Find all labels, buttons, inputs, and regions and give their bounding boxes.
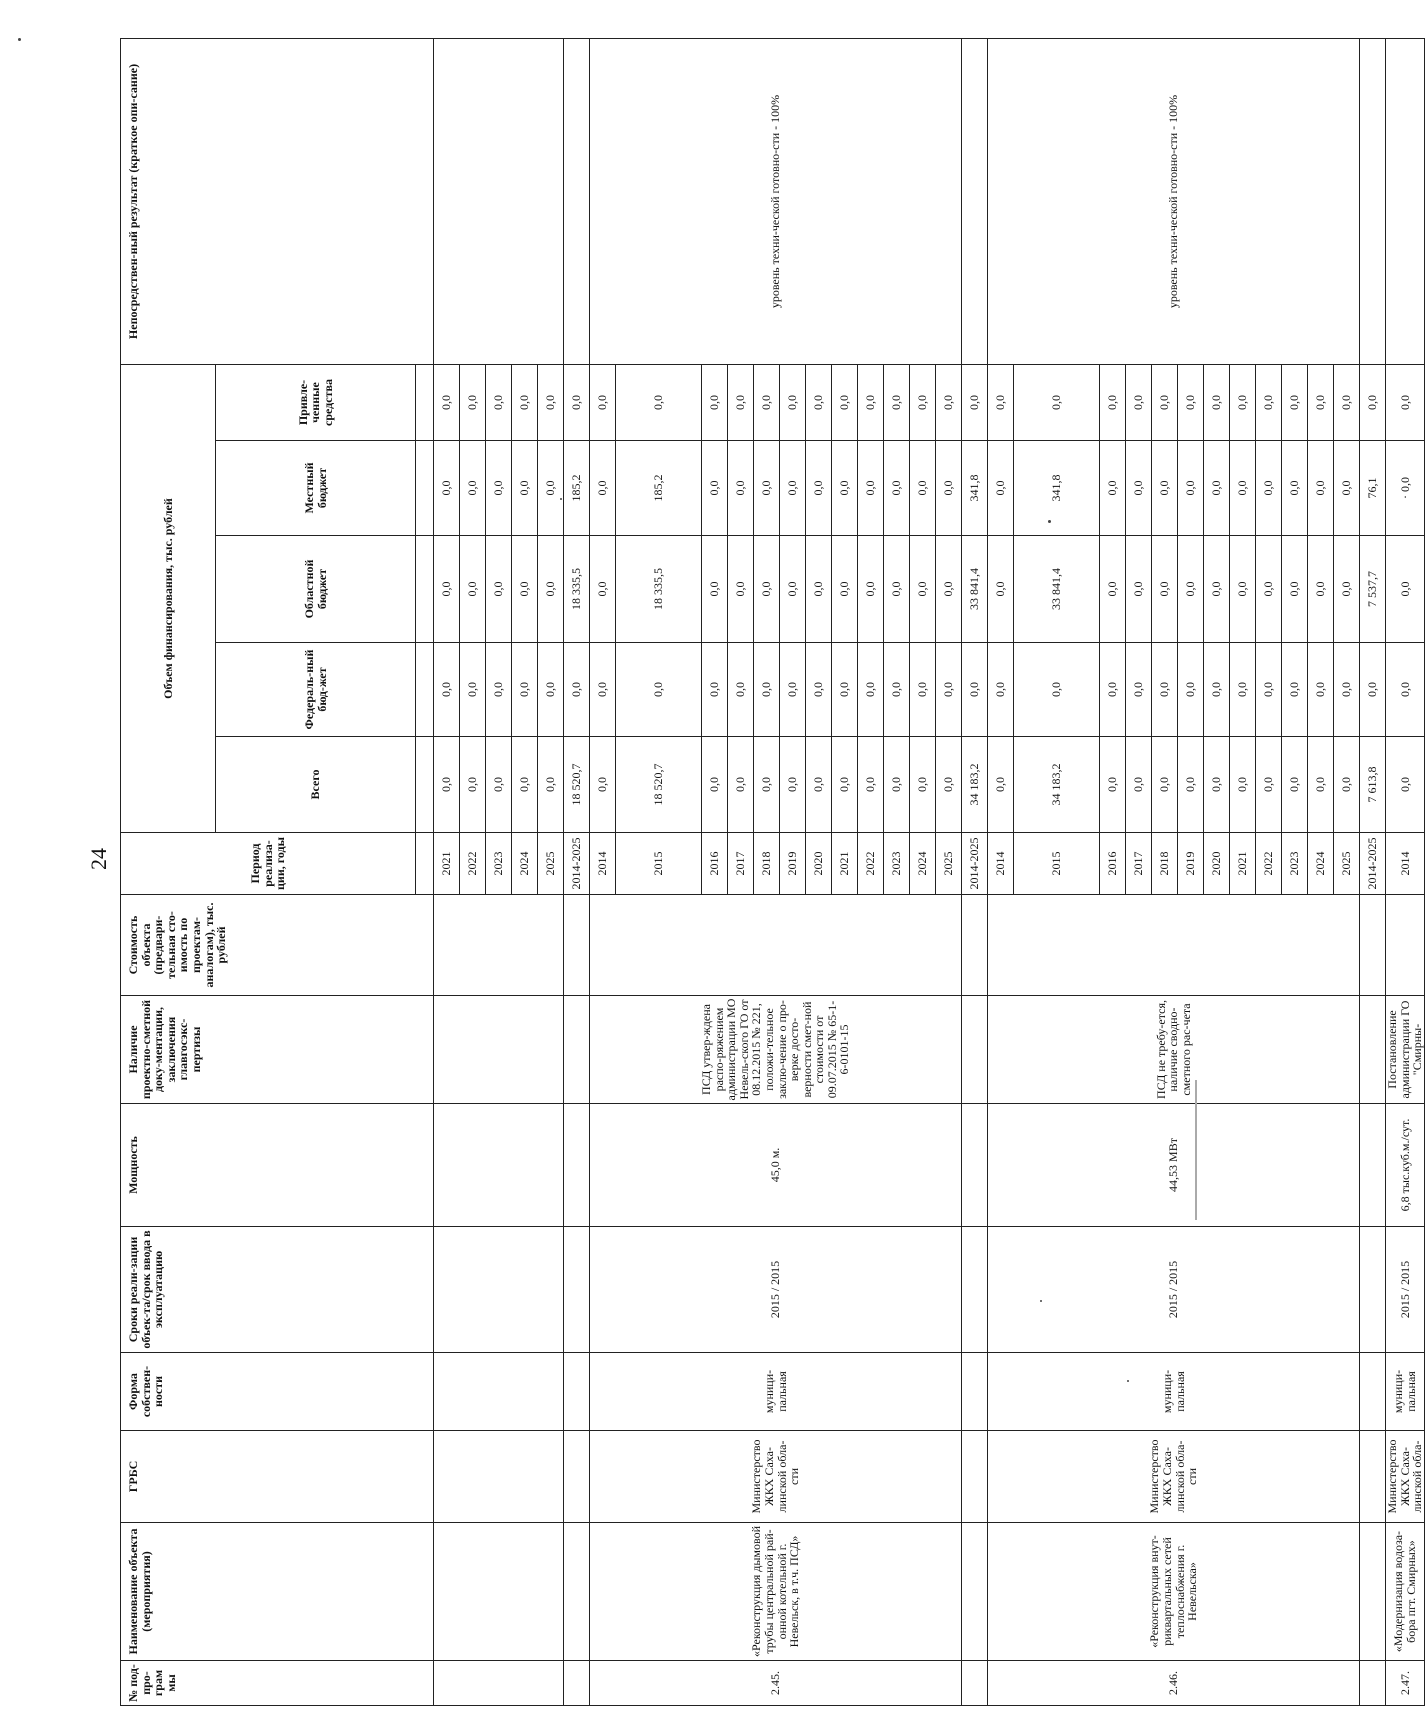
cell-total: 0,0 — [806, 737, 832, 833]
cell-year: 2014 — [590, 833, 616, 895]
cell-year: 2019 — [780, 833, 806, 895]
cell-attracted: 0,0 — [1152, 365, 1178, 441]
cell-attracted: 0,0 — [434, 365, 460, 441]
continued-cell-result — [434, 39, 564, 365]
cell-federal: 0,0 — [1386, 643, 1425, 737]
cell-regional: 0,0 — [1334, 536, 1360, 643]
cell-total: 0,0 — [1126, 737, 1152, 833]
cell-local: 341,8 — [962, 441, 988, 536]
continued-cell-num — [434, 1661, 564, 1706]
result-cell — [1386, 39, 1425, 365]
header-regional: Областной бюджет — [216, 536, 416, 643]
cell-regional: 0,0 — [1100, 536, 1126, 643]
scan-speck — [1127, 1380, 1129, 1382]
cell-attracted: 0,0 — [538, 365, 564, 441]
cell-attracted: 0,0 — [728, 365, 754, 441]
empty-cell — [962, 39, 988, 365]
cell-year: 2020 — [1204, 833, 1230, 895]
continued-cell-terms — [434, 1227, 564, 1353]
cell-year: 2024 — [512, 833, 538, 895]
empty-cell — [564, 1523, 590, 1661]
empty-cell — [962, 1431, 988, 1523]
cell-total: 0,0 — [1178, 737, 1204, 833]
cell-total: 0,0 — [1282, 737, 1308, 833]
cell-total: 0,0 — [1256, 737, 1282, 833]
cell-federal: 0,0 — [1230, 643, 1256, 737]
cell-attracted: 0,0 — [1282, 365, 1308, 441]
cell-regional: 0,0 — [538, 536, 564, 643]
cell-regional: 18 335,5 — [564, 536, 590, 643]
empty-cell — [962, 895, 988, 996]
header-attracted: Привле-ченные средства — [216, 365, 416, 441]
capacity-cell: 44,53 МВт — [988, 1104, 1360, 1227]
cell-regional: 0,0 — [1386, 536, 1425, 643]
cell-local: 0,0 — [1282, 441, 1308, 536]
cell-attracted: 0,0 — [962, 365, 988, 441]
cell-year: 2022 — [1256, 833, 1282, 895]
cell-local: 0,0 — [728, 441, 754, 536]
cell-year: 2020 — [806, 833, 832, 895]
empty-cell — [1360, 1227, 1386, 1353]
cell-attracted: 0,0 — [1386, 365, 1425, 441]
cell-attracted: 0,0 — [486, 365, 512, 441]
cell-local: 0,0 — [1256, 441, 1282, 536]
header-total: Всего — [216, 737, 416, 833]
cell-attracted: 0,0 — [564, 365, 590, 441]
cell-attracted: 0,0 — [1100, 365, 1126, 441]
cell-total: 0,0 — [858, 737, 884, 833]
cell-local: 0,0 — [806, 441, 832, 536]
scan-speck — [1040, 1300, 1042, 1302]
cell-regional: 0,0 — [460, 536, 486, 643]
cell-regional: 0,0 — [936, 536, 962, 643]
cell-total: 0,0 — [460, 737, 486, 833]
cost-cell — [590, 895, 962, 996]
cell-total: 34 183,2 — [962, 737, 988, 833]
cell-attracted: 0,0 — [780, 365, 806, 441]
cell-total: 0,0 — [832, 737, 858, 833]
cell-local: 0,0 — [512, 441, 538, 536]
scan-speck — [1048, 520, 1051, 523]
cell-year: 2021 — [832, 833, 858, 895]
cell-attracted: 0,0 — [806, 365, 832, 441]
cell-year: 2014-2025 — [962, 833, 988, 895]
cell-local: 0,0 — [1334, 441, 1360, 536]
header-funding-group: Объем финансирования, тыс. рублей — [121, 365, 216, 833]
cell-federal: 0,0 — [460, 643, 486, 737]
cell-attracted: 0,0 — [1014, 365, 1100, 441]
cell-attracted: 0,0 — [512, 365, 538, 441]
cell-year: 2021 — [1230, 833, 1256, 895]
empty-cell — [564, 1227, 590, 1353]
header-name: Наименование объекта (мероприятия) — [121, 1523, 434, 1661]
cell-attracted: 0,0 — [936, 365, 962, 441]
cell-attracted: 0,0 — [910, 365, 936, 441]
cell-federal: 0,0 — [486, 643, 512, 737]
continued-cell-psd — [434, 996, 564, 1104]
cell-year: 2017 — [728, 833, 754, 895]
cell-regional: 18 335,5 — [616, 536, 702, 643]
table-row — [434, 39, 460, 1706]
cell-regional: 0,0 — [1308, 536, 1334, 643]
cell-regional: 0,0 — [512, 536, 538, 643]
psd-cell: Постановление администрации ГО "Смирны- — [1386, 996, 1425, 1104]
empty-cell — [962, 1353, 988, 1431]
grbs-cell: Министерство ЖКХ Саха-линской обла- — [1386, 1431, 1425, 1523]
cell-year: 2022 — [858, 833, 884, 895]
terms-cell: 2015 / 2015 — [590, 1227, 962, 1353]
cell-federal: 0,0 — [590, 643, 616, 737]
cell-federal: 0,0 — [858, 643, 884, 737]
cell-local: 0,0 — [1308, 441, 1334, 536]
cell-year: 2023 — [1282, 833, 1308, 895]
header-local: Местный бюджет — [216, 441, 416, 536]
cell-local: 0,0 — [486, 441, 512, 536]
subprogram-number: 2.47. — [1386, 1661, 1425, 1706]
cell-regional: 0,0 — [858, 536, 884, 643]
cell-local: 0,0 — [832, 441, 858, 536]
cell-total: 0,0 — [512, 737, 538, 833]
cell-attracted: 0,0 — [832, 365, 858, 441]
empty-cell — [962, 1661, 988, 1706]
cell-year: 2021 — [434, 833, 460, 895]
cost-cell — [988, 895, 1360, 996]
cell-total: 0,0 — [988, 737, 1014, 833]
cell-total: 18 520,7 — [616, 737, 702, 833]
table-row — [988, 39, 1014, 1706]
header-blank — [416, 365, 434, 441]
empty-cell — [564, 1353, 590, 1431]
cell-attracted: 0,0 — [754, 365, 780, 441]
cell-total: 34 183,2 — [1014, 737, 1100, 833]
table-row — [564, 39, 590, 1706]
cell-federal: 0,0 — [538, 643, 564, 737]
cell-federal: 0,0 — [1014, 643, 1100, 737]
terms-cell: 2015 / 2015 — [1386, 1227, 1425, 1353]
cell-federal: 0,0 — [616, 643, 702, 737]
header-period-blank — [416, 833, 434, 895]
cell-total: 0,0 — [1308, 737, 1334, 833]
cell-total: 0,0 — [780, 737, 806, 833]
empty-cell — [564, 39, 590, 365]
cell-federal: 0,0 — [780, 643, 806, 737]
cell-year: 2014 — [1386, 833, 1425, 895]
empty-cell — [564, 1104, 590, 1227]
header-capacity: Мощность — [121, 1104, 434, 1227]
terms-cell: 2015 / 2015 — [988, 1227, 1360, 1353]
cell-local: 0,0 — [1204, 441, 1230, 536]
cell-federal: 0,0 — [1126, 643, 1152, 737]
table-row — [1360, 39, 1386, 1706]
cell-attracted: 0,0 — [988, 365, 1014, 441]
cost-cell — [1386, 895, 1425, 996]
scan-speck — [560, 498, 562, 500]
cell-regional: 33 841,4 — [962, 536, 988, 643]
cell-federal: 0,0 — [728, 643, 754, 737]
cell-regional: 0,0 — [884, 536, 910, 643]
continued-cell-capacity — [434, 1104, 564, 1227]
cell-total: 0,0 — [434, 737, 460, 833]
rotated-table-container — [120, 39, 1425, 1706]
cell-local: 0,0 — [936, 441, 962, 536]
header-period: Период реализа-ции, годы — [121, 833, 416, 895]
cell-regional: 0,0 — [832, 536, 858, 643]
empty-cell — [962, 996, 988, 1104]
header-terms: Сроки реали-зации объек-та/срок ввода в эксплуатацию — [121, 1227, 434, 1353]
empty-cell — [564, 895, 590, 996]
scan-speck — [18, 38, 21, 41]
cell-local: 0,0 — [434, 441, 460, 536]
cell-total: 0,0 — [486, 737, 512, 833]
cell-total: 18 520,7 — [564, 737, 590, 833]
cell-year: 2014-2025 — [1360, 833, 1386, 895]
cell-attracted: 0,0 — [1256, 365, 1282, 441]
cell-federal: 0,0 — [884, 643, 910, 737]
cell-regional: 0,0 — [1178, 536, 1204, 643]
cell-year: 2016 — [702, 833, 728, 895]
scan-edge-line — [1195, 1080, 1197, 1220]
cell-total: 0,0 — [1334, 737, 1360, 833]
cell-total: 0,0 — [702, 737, 728, 833]
cell-year: 2014-2025 — [564, 833, 590, 895]
table-row — [590, 39, 616, 1706]
cell-local: 0,0 — [702, 441, 728, 536]
cell-local: 0,0 — [988, 441, 1014, 536]
cell-total: 0,0 — [538, 737, 564, 833]
cell-local: 0,0 — [884, 441, 910, 536]
cell-federal: 0,0 — [702, 643, 728, 737]
cell-total: 0,0 — [910, 737, 936, 833]
cell-local: 0,0 — [754, 441, 780, 536]
subprogram-number: 2.45. — [590, 1661, 962, 1706]
cell-year: 2025 — [1334, 833, 1360, 895]
table-row — [1386, 39, 1425, 1706]
cell-year: 2024 — [910, 833, 936, 895]
header-blank — [416, 441, 434, 536]
cell-regional: 0,0 — [434, 536, 460, 643]
ownership-cell: муници-пальная — [1386, 1353, 1425, 1431]
cell-attracted: 0,0 — [1178, 365, 1204, 441]
cell-attracted: 0,0 — [590, 365, 616, 441]
cell-local: 0,0 — [1230, 441, 1256, 536]
cell-year: 2018 — [1152, 833, 1178, 895]
cell-regional: 0,0 — [910, 536, 936, 643]
cell-federal: 0,0 — [1334, 643, 1360, 737]
table-row — [962, 39, 988, 1706]
cell-federal: 0,0 — [1178, 643, 1204, 737]
empty-cell — [1360, 1523, 1386, 1661]
empty-cell — [962, 1227, 988, 1353]
cell-regional: 0,0 — [988, 536, 1014, 643]
cell-attracted: 0,0 — [1308, 365, 1334, 441]
cell-regional: 0,0 — [780, 536, 806, 643]
cell-total: 0,0 — [1386, 737, 1425, 833]
cell-year: 2022 — [460, 833, 486, 895]
cell-year: 2023 — [486, 833, 512, 895]
cell-total: 0,0 — [1230, 737, 1256, 833]
empty-cell — [1360, 39, 1386, 365]
financing-table — [120, 38, 1425, 1706]
cell-local: 0,0 — [858, 441, 884, 536]
cell-attracted: 0,0 — [616, 365, 702, 441]
continued-cell-ownership — [434, 1353, 564, 1431]
cell-attracted: 0,0 — [1334, 365, 1360, 441]
header-num: № под-про-грам мы — [121, 1661, 434, 1706]
cell-local: 185,2 — [564, 441, 590, 536]
object-name: «Модернизация водоза-бора пгт. Смирных» — [1386, 1523, 1425, 1661]
cell-year: 2016 — [1100, 833, 1126, 895]
object-name: «Реконструкция дымовой трубы центральной рай-онной котельной г. Невельск, в т.ч. ПСД» — [590, 1523, 962, 1661]
header-result: Непосредствен-ный результат (краткое опи-сание) — [121, 39, 434, 365]
header-ownership: Форма собствен-ности — [121, 1353, 434, 1431]
cell-regional: 0,0 — [728, 536, 754, 643]
cell-federal: 0,0 — [1360, 643, 1386, 737]
cell-local: 0,0 — [1100, 441, 1126, 536]
subprogram-number: 2.46. — [988, 1661, 1360, 1706]
cell-local: 0,0 — [1178, 441, 1204, 536]
header-blank — [416, 737, 434, 833]
cell-regional: 0,0 — [702, 536, 728, 643]
capacity-cell: 6,8 тыс.куб.м./сут. — [1386, 1104, 1425, 1227]
cell-attracted: 0,0 — [1204, 365, 1230, 441]
empty-cell — [962, 1104, 988, 1227]
cell-local: 0,0 — [1126, 441, 1152, 536]
empty-cell — [564, 996, 590, 1104]
empty-cell — [564, 1661, 590, 1706]
cell-local: 341,8 — [1014, 441, 1100, 536]
cell-federal: 0,0 — [806, 643, 832, 737]
cell-federal: 0,0 — [832, 643, 858, 737]
cell-total: 0,0 — [884, 737, 910, 833]
cell-total: 0,0 — [936, 737, 962, 833]
cell-total: 0,0 — [1100, 737, 1126, 833]
empty-cell — [1360, 996, 1386, 1104]
cell-local: 0,0 — [590, 441, 616, 536]
empty-cell — [1360, 1431, 1386, 1523]
cell-regional: 0,0 — [806, 536, 832, 643]
continued-cell-name — [434, 1523, 564, 1661]
cell-total: 0,0 — [1152, 737, 1178, 833]
cell-attracted: 0,0 — [1360, 365, 1386, 441]
cell-federal: 0,0 — [512, 643, 538, 737]
cell-regional: 0,0 — [1256, 536, 1282, 643]
cell-total: 0,0 — [1204, 737, 1230, 833]
empty-cell — [1360, 1104, 1386, 1227]
cell-year: 2023 — [884, 833, 910, 895]
ownership-cell: муници-пальная — [988, 1353, 1360, 1431]
cell-year: 2015 — [1014, 833, 1100, 895]
empty-cell — [1360, 1661, 1386, 1706]
empty-cell — [1360, 895, 1386, 996]
empty-cell — [962, 1523, 988, 1661]
cell-attracted: 0,0 — [1126, 365, 1152, 441]
psd-cell: ПСД не требу-ется, наличие сводно-сметного рас-чета — [988, 996, 1360, 1104]
cell-local: 0,0 — [780, 441, 806, 536]
header-blank — [416, 643, 434, 737]
cell-total: 0,0 — [754, 737, 780, 833]
continued-cell-cost — [434, 895, 564, 996]
continued-cell-grbs — [434, 1431, 564, 1523]
cell-local: 185,2 — [616, 441, 702, 536]
page-number: 24 — [86, 848, 111, 870]
cell-federal: 0,0 — [910, 643, 936, 737]
cell-federal: 0,0 — [1152, 643, 1178, 737]
cell-attracted: 0,0 — [460, 365, 486, 441]
cell-regional: 0,0 — [1126, 536, 1152, 643]
cell-regional: 0,0 — [590, 536, 616, 643]
cell-federal: 0,0 — [1100, 643, 1126, 737]
cell-local: 0,0 — [910, 441, 936, 536]
cell-local: · 0,0 — [1386, 441, 1425, 536]
empty-cell — [564, 1431, 590, 1523]
cell-attracted: 0,0 — [702, 365, 728, 441]
cell-federal: 0,0 — [564, 643, 590, 737]
cell-regional: 0,0 — [1230, 536, 1256, 643]
cell-federal: 0,0 — [1308, 643, 1334, 737]
empty-cell — [1360, 1353, 1386, 1431]
cell-federal: 0,0 — [936, 643, 962, 737]
cell-attracted: 0,0 — [1230, 365, 1256, 441]
cell-regional: 33 841,4 — [1014, 536, 1100, 643]
cell-federal: 0,0 — [1282, 643, 1308, 737]
grbs-cell: Министерство ЖКХ Саха-линской обла-сти — [590, 1431, 962, 1523]
cell-year: 2024 — [1308, 833, 1334, 895]
cell-regional: 0,0 — [1204, 536, 1230, 643]
cell-regional: 0,0 — [486, 536, 512, 643]
cell-year: 2025 — [538, 833, 564, 895]
cell-federal: 0,0 — [1204, 643, 1230, 737]
psd-cell: ПСД утвер-ждена распо-ряжением администрации МО Невель-ского ГО от 08.12.2015 № 221, положи-тельное заклю-чение о про-верке досто-верности смет-ной стоимости от 09.07.2015 № 65-1-6-0101-15 — [590, 996, 962, 1104]
cell-regional: 7 537,7 — [1360, 536, 1386, 643]
cell-regional: 0,0 — [1282, 536, 1308, 643]
cell-local: 76,1 — [1360, 441, 1386, 536]
cell-year: 2018 — [754, 833, 780, 895]
header-grbs: ГРБС — [121, 1431, 434, 1523]
ownership-cell: муници-пальная — [590, 1353, 962, 1431]
cell-federal: 0,0 — [962, 643, 988, 737]
cell-year: 2014 — [988, 833, 1014, 895]
cell-year: 2019 — [1178, 833, 1204, 895]
cell-federal: 0,0 — [988, 643, 1014, 737]
cell-regional: 0,0 — [754, 536, 780, 643]
cell-local: 0,0 — [538, 441, 564, 536]
result-cell: уровень техни-ческой готовно-сти - 100% — [590, 39, 962, 365]
cell-federal: 0,0 — [754, 643, 780, 737]
cell-attracted: 0,0 — [884, 365, 910, 441]
header-blank — [416, 536, 434, 643]
cell-regional: 0,0 — [1152, 536, 1178, 643]
cell-federal: 0,0 — [434, 643, 460, 737]
cell-federal: 0,0 — [1256, 643, 1282, 737]
header-federal: Федераль-ный бюд-жет — [216, 643, 416, 737]
capacity-cell: 45,0 м. — [590, 1104, 962, 1227]
result-cell: уровень техни-ческой готовно-сти - 100% — [988, 39, 1360, 365]
cell-local: 0,0 — [1152, 441, 1178, 536]
cell-total: 0,0 — [728, 737, 754, 833]
cell-attracted: 0,0 — [858, 365, 884, 441]
cell-year: 2025 — [936, 833, 962, 895]
header-psd: Наличие проектно-сметной доку-ментации, заключения главгосэкс-пертизы — [121, 996, 434, 1104]
cell-year: 2015 — [616, 833, 702, 895]
grbs-cell: Министерство ЖКХ Саха-линской обла-сти — [988, 1431, 1360, 1523]
cell-year: 2017 — [1126, 833, 1152, 895]
header-cost: Стоимость объекта (предвари-тельная сто-имость по проектам-аналогам), тыс. рублей — [121, 895, 434, 996]
cell-local: 0,0 — [460, 441, 486, 536]
cell-total: 0,0 — [590, 737, 616, 833]
cell-total: 7 613,8 — [1360, 737, 1386, 833]
object-name: «Реконструкция внут-риквартальных сетей теплоснабжения г. Невельска» — [988, 1523, 1360, 1661]
